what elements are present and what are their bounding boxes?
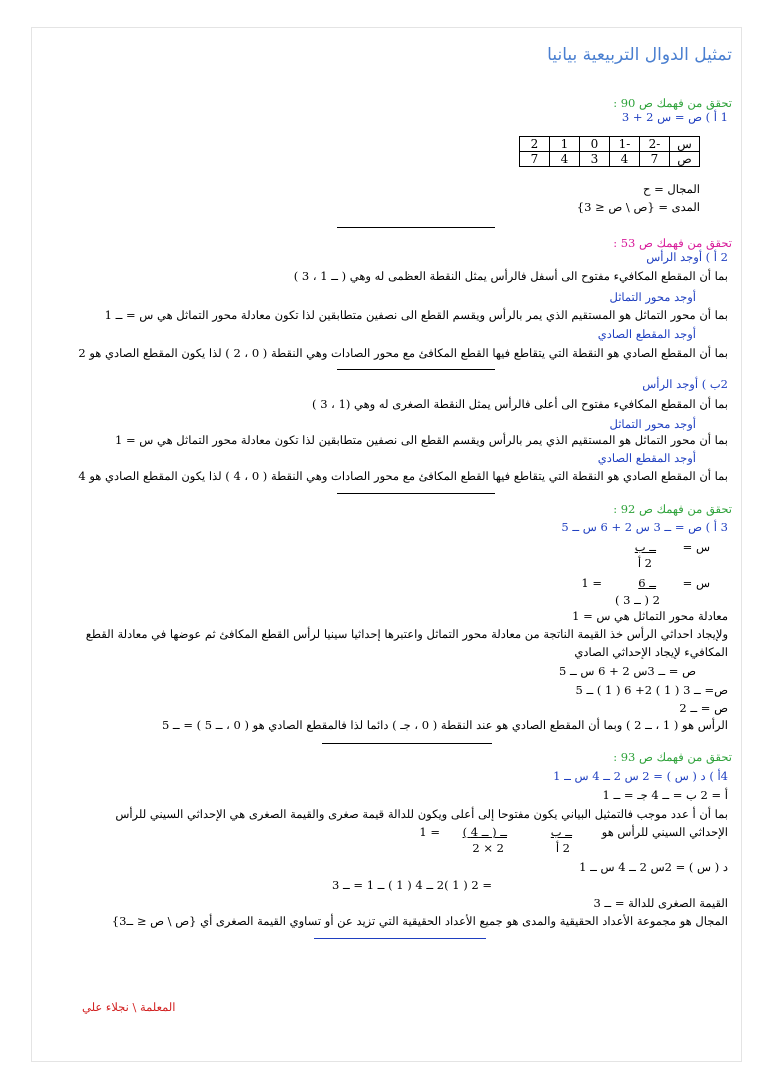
question-1a: 1 أ ) ص = س 2 + 3 xyxy=(621,110,728,124)
table-cell: 1 xyxy=(550,137,580,152)
check-heading-90: تحقق من فهمك ص 90 : xyxy=(613,96,732,110)
text-line: بما أن المقطع الصادي هو النقطة التي يتقاطع فيها القطع المكافئ مع محور الصادات وهي النقطة ( 0 ، 4 ) لذا يكون المقطع الصادي هو 4 xyxy=(78,469,728,483)
question-4a: 4أ ) د ( س ) = 2 س 2 ــ 4 س ــ 1 xyxy=(553,769,728,783)
table-cell: 7 xyxy=(640,152,670,167)
equation-line: ص = ــ 2 xyxy=(679,701,728,715)
subheading: أوجد المقطع الصادي xyxy=(597,451,696,465)
formula-denominator: 2 × 2 xyxy=(472,841,504,855)
domain-line: المجال = ح xyxy=(642,182,700,196)
table-cell: 4 xyxy=(610,152,640,167)
table-cell: 3 xyxy=(580,152,610,167)
text-line: بما أن المقطع الصادي هو النقطة التي يتقاطع فيها القطع المكافئ مع محور الصادات وهي النقطة ( 0 ، 2 ) لذا يكون المقطع الصادي هو 2 xyxy=(78,346,728,360)
table-cell: 0 xyxy=(580,137,610,152)
separator xyxy=(337,493,495,494)
table-x-label: س xyxy=(670,137,700,152)
table-cell: -2 xyxy=(640,137,670,152)
subheading: أوجد محور التماثل xyxy=(609,290,696,304)
text-line: بما أن المقطع المكافيء مفتوح الى أسفل فالرأس يمثل النقطة العظمى له وهي ( ــ 1 ، 3 ) xyxy=(293,269,728,283)
text-line: بما أن المقطع المكافيء مفتوح الى أعلى فالرأس يمثل النقطة الصغرى له وهي (1 ، 3 ) xyxy=(312,397,728,411)
equation-line: ص= ــ 3 ( 1 ) 2+ 6 ( 1 ) ــ 5 xyxy=(575,683,728,697)
formula-denominator: 2 أ xyxy=(555,841,570,855)
coefficients-line: أ = 2 ب = ــ 4 جـ = ــ 1 xyxy=(602,788,728,802)
formula-denominator: 2 أ xyxy=(637,556,652,570)
formula-result: = 1 xyxy=(581,576,602,590)
text-line: معادلة محور التماثل هي س = 1 xyxy=(572,609,728,623)
formula-lhs: الإحداثي السيني للرأس هو xyxy=(601,825,728,839)
text-line: بما أن محور التماثل هو المستقيم الذي يمر بالرأس ويقسم القطع الى نصفين متطابقين لذا تكون معادلة محور التماثل هي س = 1 xyxy=(115,433,728,447)
text-line: المكافيء لإيجاد الإحداثي الصادي xyxy=(574,645,728,659)
text-line: الرأس هو ( 1 ، ــ 2 ) وبما أن المقطع الصادي هو عند النقطة ( 0 ، جـ ) دائما لذا فالمقطع الصادي هو ( 0 ، ــ 5 ) = ــ 5 xyxy=(161,718,728,732)
formula-numerator: ــ ( ــ 4 ) xyxy=(462,825,507,839)
separator xyxy=(314,938,486,939)
formula-numerator: ــ ب xyxy=(550,825,572,839)
subheading: أوجد محور التماثل xyxy=(609,417,696,431)
text-line: المجال هو مجموعة الأعداد الحقيقية والمدى هو جميع الأعداد الحقيقية التي تزيد عن أو تساوي القيمة الصغرى أي {ص \ ص ≤ ــ3} xyxy=(111,914,728,928)
separator xyxy=(322,743,492,744)
formula-lhs: س = xyxy=(682,540,710,554)
table-cell: 2 xyxy=(520,137,550,152)
subheading: أوجد المقطع الصادي xyxy=(597,327,696,341)
question-2a: 2 أ ) أوجد الرأس xyxy=(646,250,728,264)
formula-result: = 1 xyxy=(419,825,440,839)
equation-line: د ( س ) = 2س 2 ــ 4 س ــ 1 xyxy=(579,860,728,874)
equation-line: = 2 ( 1 )2 ــ 4 ( 1 ) ــ 1 = ــ 3 xyxy=(332,878,492,892)
question-2b: 2ب ) أوجد الرأس xyxy=(642,377,728,391)
formula-numerator: ــ 6 xyxy=(638,576,656,590)
separator xyxy=(337,227,495,228)
teacher-signature: المعلمة \ نجلاء علي xyxy=(82,1000,176,1014)
page-title: تمثيل الدوال التربيعية بيانيا xyxy=(547,45,732,65)
check-heading-92: تحقق من فهمك ص 92 : xyxy=(613,502,732,516)
text-line: بما أن محور التماثل هو المستقيم الذي يمر بالرأس ويقسم القطع الى نصفين متطابقين لذا تكون معادلة محور التماثل هي س = ــ 1 xyxy=(104,308,728,322)
text-line: ولإيجاد احداثي الرأس خذ القيمة الناتجة من معادلة محور التماثل واعتبرها إحداثيا سينيا لرأس القطع المكافئ ثم عوضها في معادلة القطع xyxy=(85,627,728,641)
separator xyxy=(337,369,495,370)
check-heading-93: تحقق من فهمك ص 93 : xyxy=(613,750,732,764)
table-cell: 7 xyxy=(520,152,550,167)
text-line: بما أن أ عدد موجب فالتمثيل البياني يكون مفتوحا إلى أعلى ويكون للدالة قيمة صغرى والقيمة الصغرى هي الإحداثي السيني للرأس xyxy=(115,807,728,821)
question-3a: 3 أ ) ص = ــ 3 س 2 + 6 س ــ 5 xyxy=(561,520,728,534)
formula-denominator: 2 ( ــ 3 ) xyxy=(614,593,660,607)
values-table xyxy=(519,136,700,167)
formula-lhs: س = xyxy=(682,576,710,590)
table-cell: 4 xyxy=(550,152,580,167)
table-cell: -1 xyxy=(610,137,640,152)
range-line: المدى = {ص \ ص ≤ 3} xyxy=(576,200,700,214)
check-heading-53: تحقق من فهمك ص 53 : xyxy=(613,236,732,250)
equation-line: ص = ــ 3س 2 + 6 س ــ 5 xyxy=(559,664,696,678)
min-value-line: القيمة الصغرى للدالة = ــ 3 xyxy=(593,896,728,910)
table-y-label: ص xyxy=(670,152,700,167)
formula-numerator: ــ ب xyxy=(634,540,656,554)
